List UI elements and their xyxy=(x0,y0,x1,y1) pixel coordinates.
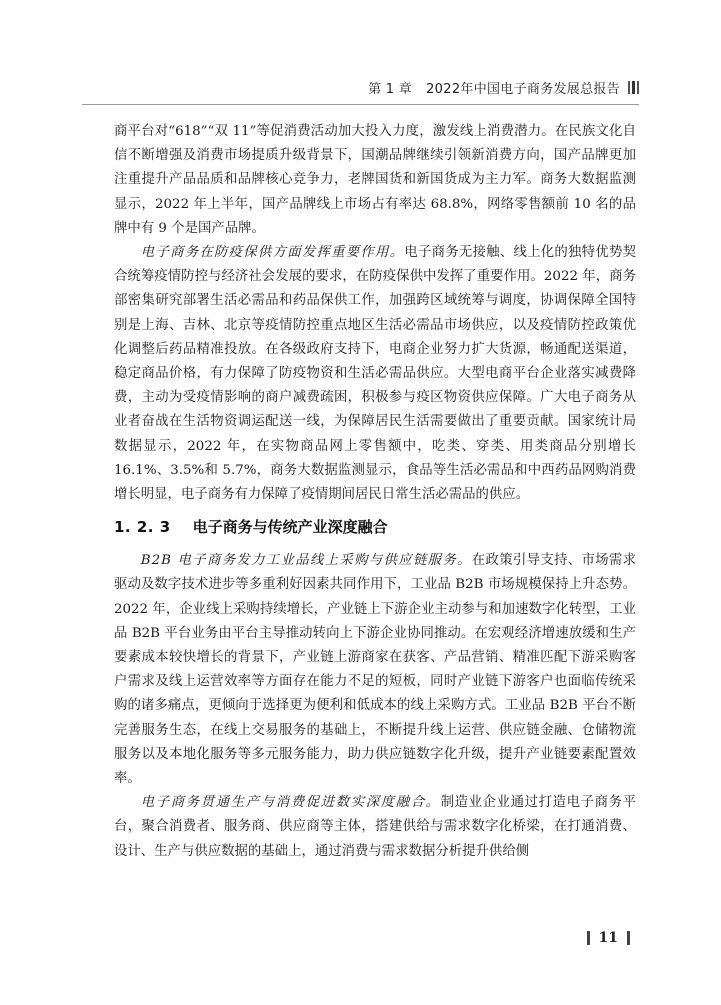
paragraph-text: 电子商务无接触、线上化的独特优势契合统筹疫情防控与经济社会发展的要求，在防疫保供中发挥了重要作用。2022 年，商务部密集研究部署生活必需品和药品保供工作，加强跨区域统筹与调度，协调保障全国特别是上海、吉林、北京等疫情防控重点地区生活必需品市场供应，以及疫情防控政策优化调整后药品精准投放。在各级政府支持下，电商企业努力扩大货源，畅通配送渠道，稳定商品价格，有力保障了防疫物资和生活必需品供应。大型电商平台企业落实减费降费，主动为受疫情影响的商户减费疏困，积极参与疫区物资供应保障。广大电子商务从业者奋战在生活物资调运配送一线，为保障居民生活需要做出了重要贡献。国家统计局数据显示，2022 年，在实物商品网上零售额中，吃类、穿类、用类商品分别增长 16.1%、3.5%和 5.7%，商务大数据监测显示，食品等生活必需品和中西药品网购消费增长明显，电子商务有力保障了疫情期间居民日常生活必需品的供应。 xyxy=(114,245,636,503)
header-rule xyxy=(82,104,639,105)
page-number-block xyxy=(578,930,639,946)
paragraph-text: 制造业企业通过打造电子商务平台，聚合消费者、服务商、供应商等主体，搭建供给与需求数字化桥梁，在打通消费、设计、生产与供应数据的基础上，通过消费与需求数据分析提升供给侧 xyxy=(114,795,637,859)
paragraph-lead: B2B 电子商务发力工业品线上采购与供应链服务。 xyxy=(140,553,472,569)
paragraph xyxy=(114,241,636,507)
paragraph-lead: 电子商务在防疫保供方面发挥重要作用。 xyxy=(140,245,405,261)
page-number: 11 xyxy=(598,930,618,946)
report-title: 2022年中国电子商务发展总报告 xyxy=(426,82,620,97)
page-body xyxy=(114,120,636,864)
chapter-label: 第 1 章 xyxy=(368,82,413,97)
paragraph xyxy=(114,120,636,241)
paragraph-lead: 电子商务贯通生产与消费促进数实深度融合。 xyxy=(140,795,441,811)
header-bar-ornament xyxy=(628,81,639,94)
section-title: 电子商务与传统产业深度融合 xyxy=(192,518,388,537)
folio-bar-right xyxy=(627,931,630,945)
folio-bar-left xyxy=(587,931,590,945)
paragraph-text: 在政策引导支持、市场需求驱动及数字技术进步等多重利好因素共同作用下，工业品 B2B 市场规模保持上升态势。2022 年，企业线上采购持续增长，产业链上下游企业主动参与和加速数字化转型，工业品 B2B 平台业务由平台主导推动转向上下游企业协同推动。在宏观经济增速放缓和生产要素成本较快增长的背景下，产业链上游商家在获客、产品营销、精准匹配下游采购客户需求及线上运营效率等方面存在能力不足的短板，同时产业链下游客户也面临传统采购的诸多痛点，更倾向于选择更为便利和低成本的线上采购方式。工业品 B2B 平台不断完善服务生态，在线上交易服务的基础上，不断提升线上运营、供应链金融、仓储物流服务以及本地化服务等多元服务能力，助力供应链数字化升级，提升产业链要素配置效率。 xyxy=(114,553,636,787)
paragraph xyxy=(114,549,636,791)
paragraph xyxy=(114,791,636,864)
running-header xyxy=(368,78,639,97)
paragraph-text: 商平台对“618”“双 11”等促消费活动加大投入力度，激发线上消费潜力。在民族文化自信不断增强及消费市场提质升级背景下，国潮品牌继续引领新消费方向，国产品牌更加注重提升产品品质和品牌核心竞争力，老牌国货和新国货成为主力军。商务大数据监测显示，2022 年上半年，国产品牌线上市场占有率达 68.8%，网络零售额前 10 名的品牌中有 9 个是国产品牌。 xyxy=(114,124,636,236)
section-number: 1. 2. 3 xyxy=(114,518,171,537)
section-heading xyxy=(114,515,636,539)
